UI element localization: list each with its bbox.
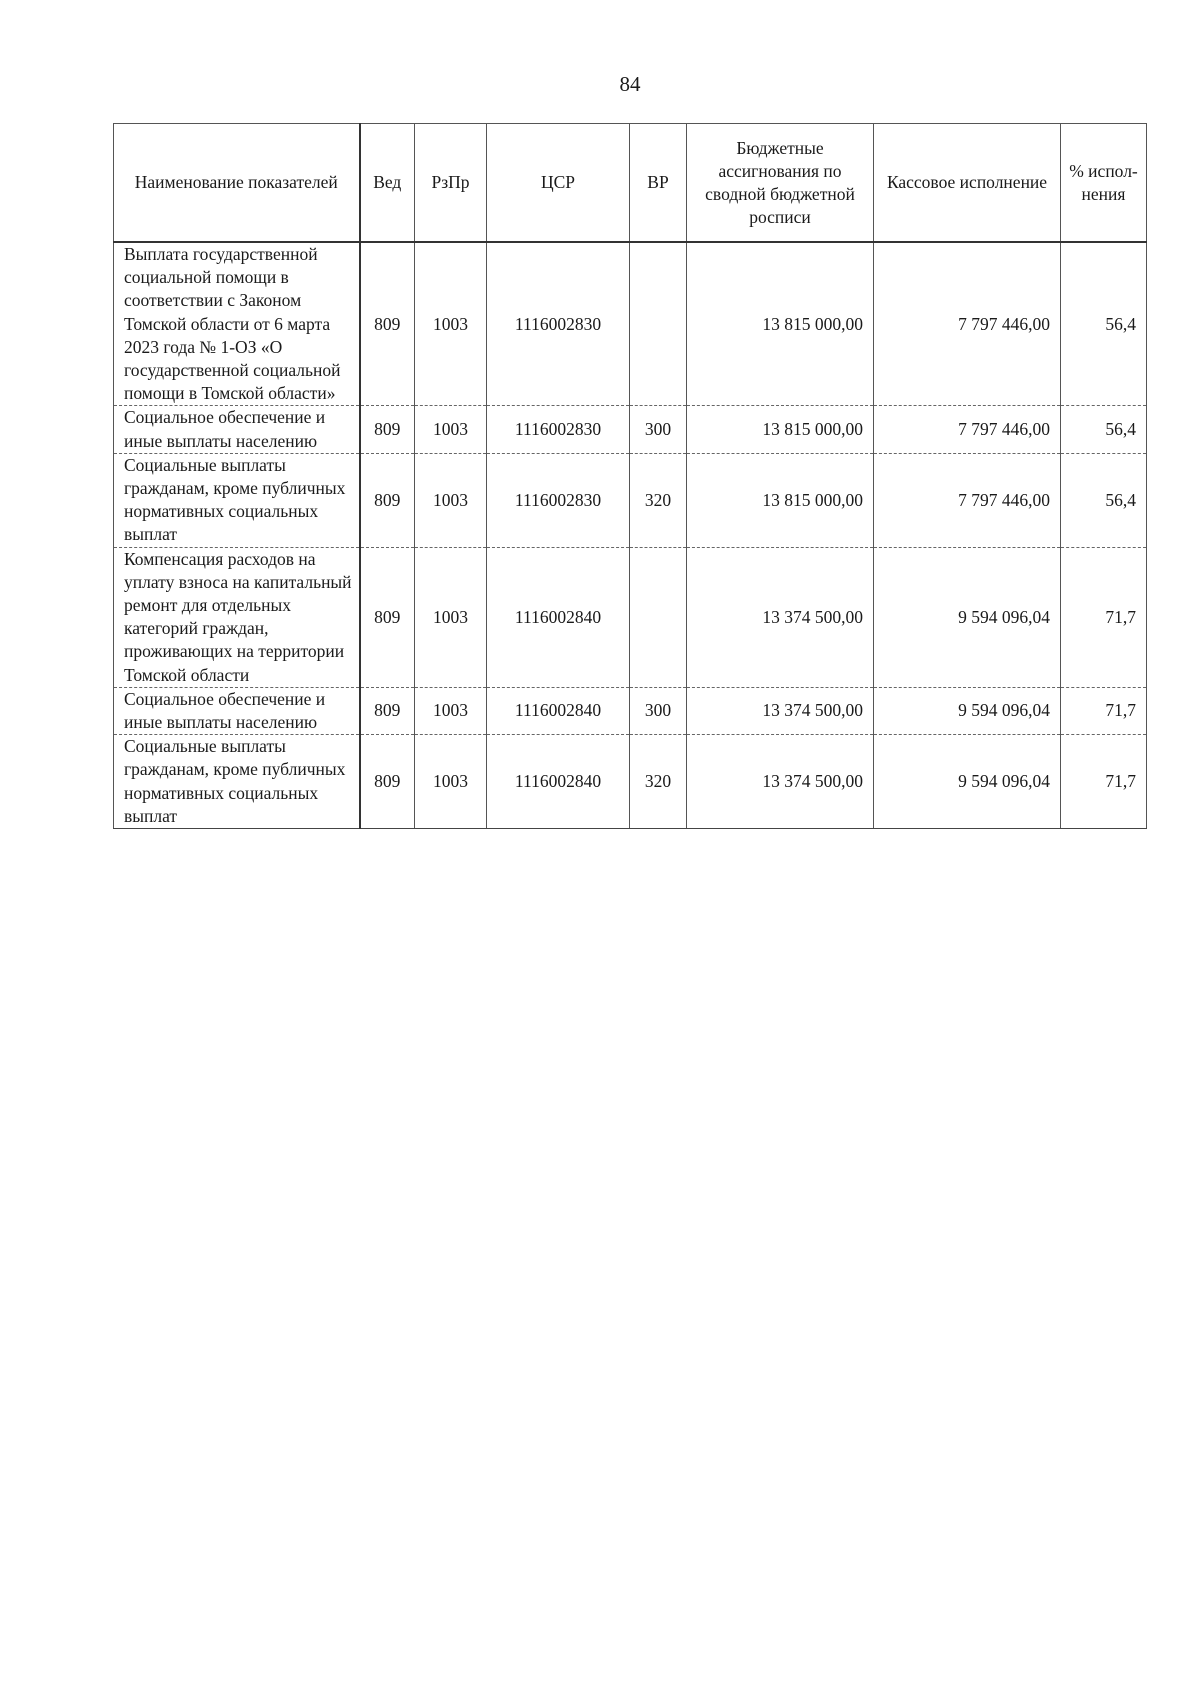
cell-vr [630, 242, 687, 406]
cell-vr: 300 [630, 687, 687, 734]
cell-cash-execution: 9 594 096,04 [874, 735, 1061, 829]
table-row [114, 242, 1147, 406]
cell-assignments: 13 815 000,00 [687, 406, 874, 453]
cell-cash-execution: 7 797 446,00 [874, 453, 1061, 547]
cell-csr: 1116002840 [487, 547, 630, 687]
cell-name: Компенсация расходов на уплату взноса на капитальный ремонт для отдельных категорий граждан, проживающих на территории Томской области [114, 547, 360, 687]
header-csr: ЦСР [487, 124, 630, 243]
cell-percent: 71,7 [1061, 687, 1147, 734]
cell-ved: 809 [360, 453, 415, 547]
cell-name: Социальные выплаты гражданам, кроме публичных нормативных социальных выплат [114, 735, 360, 829]
cell-assignments: 13 374 500,00 [687, 547, 874, 687]
cell-cash-execution: 7 797 446,00 [874, 406, 1061, 453]
cell-csr: 1116002840 [487, 687, 630, 734]
cell-percent: 56,4 [1061, 406, 1147, 453]
cell-rzpr: 1003 [415, 406, 487, 453]
cell-percent: 56,4 [1061, 453, 1147, 547]
cell-cash-execution: 9 594 096,04 [874, 687, 1061, 734]
table-row [114, 406, 1147, 453]
table-row [114, 453, 1147, 547]
cell-cash-execution: 7 797 446,00 [874, 242, 1061, 406]
cell-rzpr: 1003 [415, 242, 487, 406]
budget-execution-table [113, 123, 1147, 829]
cell-percent: 71,7 [1061, 547, 1147, 687]
cell-name: Выплата государственной социальной помощи в соответствии с Законом Томской области от 6 марта 2023 года № 1-ОЗ «О государственной социальной помощи в Томской области» [114, 242, 360, 406]
table-row [114, 687, 1147, 734]
cell-assignments: 13 374 500,00 [687, 735, 874, 829]
cell-name: Социальное обеспечение и иные выплаты населению [114, 687, 360, 734]
cell-ved: 809 [360, 687, 415, 734]
cell-ved: 809 [360, 406, 415, 453]
cell-assignments: 13 815 000,00 [687, 453, 874, 547]
header-assignments: Бюджетные ассигнования по сводной бюджетной росписи [687, 124, 874, 243]
cell-csr: 1116002830 [487, 242, 630, 406]
header-ved: Вед [360, 124, 415, 243]
table-row [114, 735, 1147, 829]
cell-vr: 320 [630, 735, 687, 829]
cell-ved: 809 [360, 547, 415, 687]
header-cash-execution: Кассовое исполнение [874, 124, 1061, 243]
cell-percent: 56,4 [1061, 242, 1147, 406]
cell-name: Социальные выплаты гражданам, кроме публичных нормативных социальных выплат [114, 453, 360, 547]
header-vr: ВР [630, 124, 687, 243]
cell-cash-execution: 9 594 096,04 [874, 547, 1061, 687]
table-row [114, 547, 1147, 687]
header-rzpr: РзПр [415, 124, 487, 243]
cell-vr: 320 [630, 453, 687, 547]
page-number: 84 [619, 72, 641, 96]
cell-ved: 809 [360, 735, 415, 829]
cell-percent: 71,7 [1061, 735, 1147, 829]
cell-rzpr: 1003 [415, 453, 487, 547]
cell-name: Социальное обеспечение и иные выплаты населению [114, 406, 360, 453]
cell-assignments: 13 815 000,00 [687, 242, 874, 406]
cell-assignments: 13 374 500,00 [687, 687, 874, 734]
cell-csr: 1116002830 [487, 453, 630, 547]
cell-vr [630, 547, 687, 687]
table-header-row [114, 124, 1147, 243]
cell-vr: 300 [630, 406, 687, 453]
cell-rzpr: 1003 [415, 735, 487, 829]
cell-ved: 809 [360, 242, 415, 406]
cell-rzpr: 1003 [415, 547, 487, 687]
cell-csr: 1116002840 [487, 735, 630, 829]
cell-rzpr: 1003 [415, 687, 487, 734]
cell-csr: 1116002830 [487, 406, 630, 453]
header-name: Наименование показателей [114, 124, 360, 243]
header-percent-execution: % испол-нения [1061, 124, 1147, 243]
